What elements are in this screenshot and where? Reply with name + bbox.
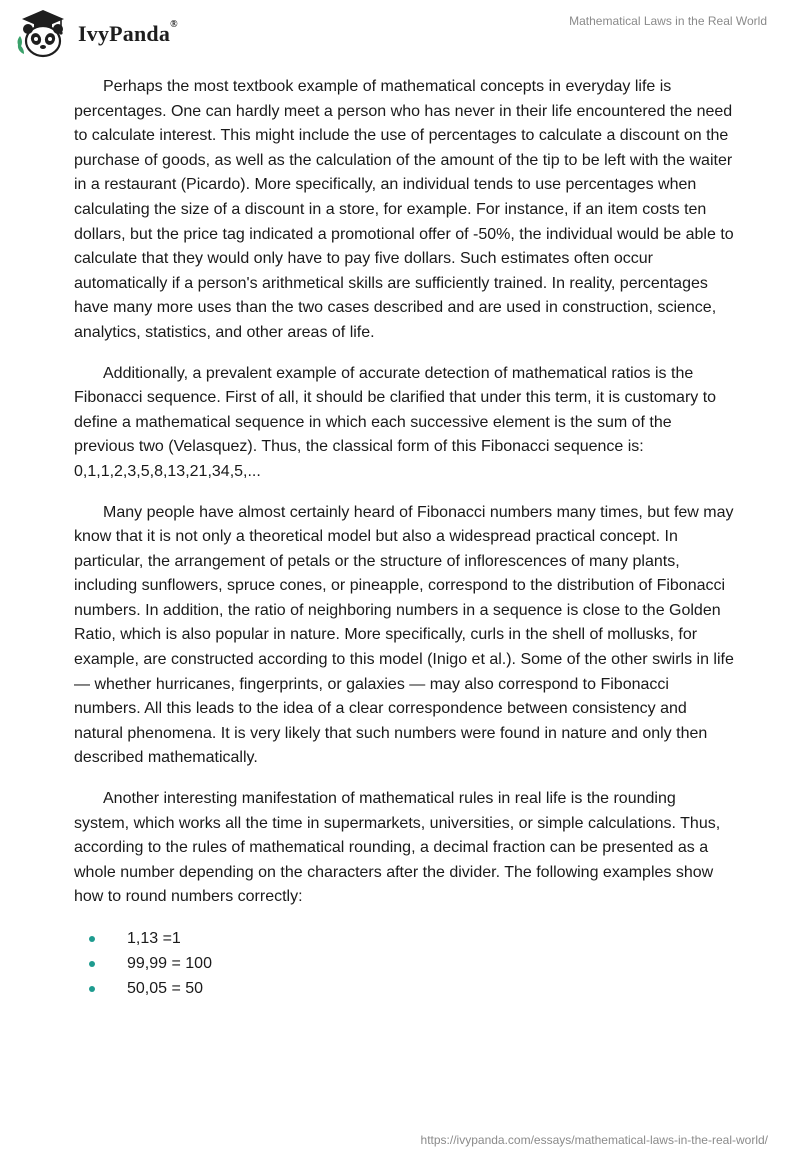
paragraph-fibonacci-nature: Many people have almost certainly heard of Fibonacci numbers many times, but few may know that it is not only a theoretical model but also a widespread practical concept. In particular, the arrangement of petals or the structure of inflorescences of many plants, including sunflowers, spruce cones, or pineapple, correspond to the distribution of Fibonacci numbers. In addition, the ratio of neighboring numbers in a sequence is close to the Golden Ratio, which is also popular in nature. More specifically, curls in the shell of mollusks, for example, are constructed according to this model (Inigo et al.). Some of the other swirls in life — whether hurricanes, fingerprints, or galaxies — may also correspond to Fibonacci numbers. All this leads to the idea of a clear correspondence between consistency and natural phenomena. It is very likely that such numbers were found in nature and only then described mathematically. xyxy=(74,503,734,767)
list-item xyxy=(74,976,734,1001)
bullet-dot-icon xyxy=(89,986,95,992)
brand-name xyxy=(78,21,178,47)
brand-logo[interactable] xyxy=(14,8,178,60)
list-item-text: 50,05 = 50 xyxy=(127,980,204,997)
bullet-dot-icon xyxy=(89,961,95,967)
paragraph-rounding: Another interesting manifestation of mathematical rules in real life is the rounding system, which works all the time in supermarkets, universities, or simple calculations. Thus, according to the rules of mathematical rounding, a decimal fraction can be presented as a whole number depending on the characters after the divider. The following examples show how to round numbers correctly: xyxy=(74,790,721,906)
list-item-text: 1,13 =1 xyxy=(127,930,181,947)
panda-graduate-logo-icon xyxy=(14,8,72,60)
essay-body xyxy=(74,75,734,1001)
document-title: Mathematical Laws in the Real World xyxy=(569,14,767,28)
list-item xyxy=(74,951,734,976)
paragraph-percentages: Perhaps the most textbook example of mathematical concepts in everyday life is percentages. One can hardly meet a person who has never in their life encountered the need to calculate interest. This might include the use of percentages to calculate a discount on the purchase of goods, as well as the calculation of the amount of the tip to be left with the waiter in a restaurant (Picardo). More specifically, an individual tends to use percentages when calculating the size of a discount in a store, for example. For instance, if an item costs ten dollars, but the price tag indicated a promotional offer of -50%, the individual would be able to calculate that they would only have to pay five dollars. Such estimates often occur automatically if a person's arithmetical skills are sufficiently trained. In reality, percentages have many more uses than the two cases described and are used in construction, science, analytics, statistics, and other areas of life. xyxy=(74,78,734,341)
paragraph-fibonacci-definition: Additionally, a prevalent example of accurate detection of mathematical ratios is the Fibonacci sequence. First of all, it should be clarified that under this term, it is customary to define a mathematical sequence in which each successive element is the sum of the previous two (Velasquez). Thus, the classical form of this Fibonacci sequence is: 0,1,1,2,3,5,8,13,21,34,5,... xyxy=(74,364,717,480)
source-url[interactable]: https://ivypanda.com/essays/mathematical-laws-in-the-real-world/ xyxy=(420,1133,768,1147)
page-header xyxy=(0,0,800,64)
list-item-text: 99,99 = 100 xyxy=(127,955,212,972)
list-item xyxy=(74,926,734,951)
registered-mark: ® xyxy=(170,19,178,30)
bullet-dot-icon xyxy=(89,936,95,942)
brand-name-text: IvyPanda xyxy=(78,21,171,46)
rounding-examples-list xyxy=(74,926,734,1001)
